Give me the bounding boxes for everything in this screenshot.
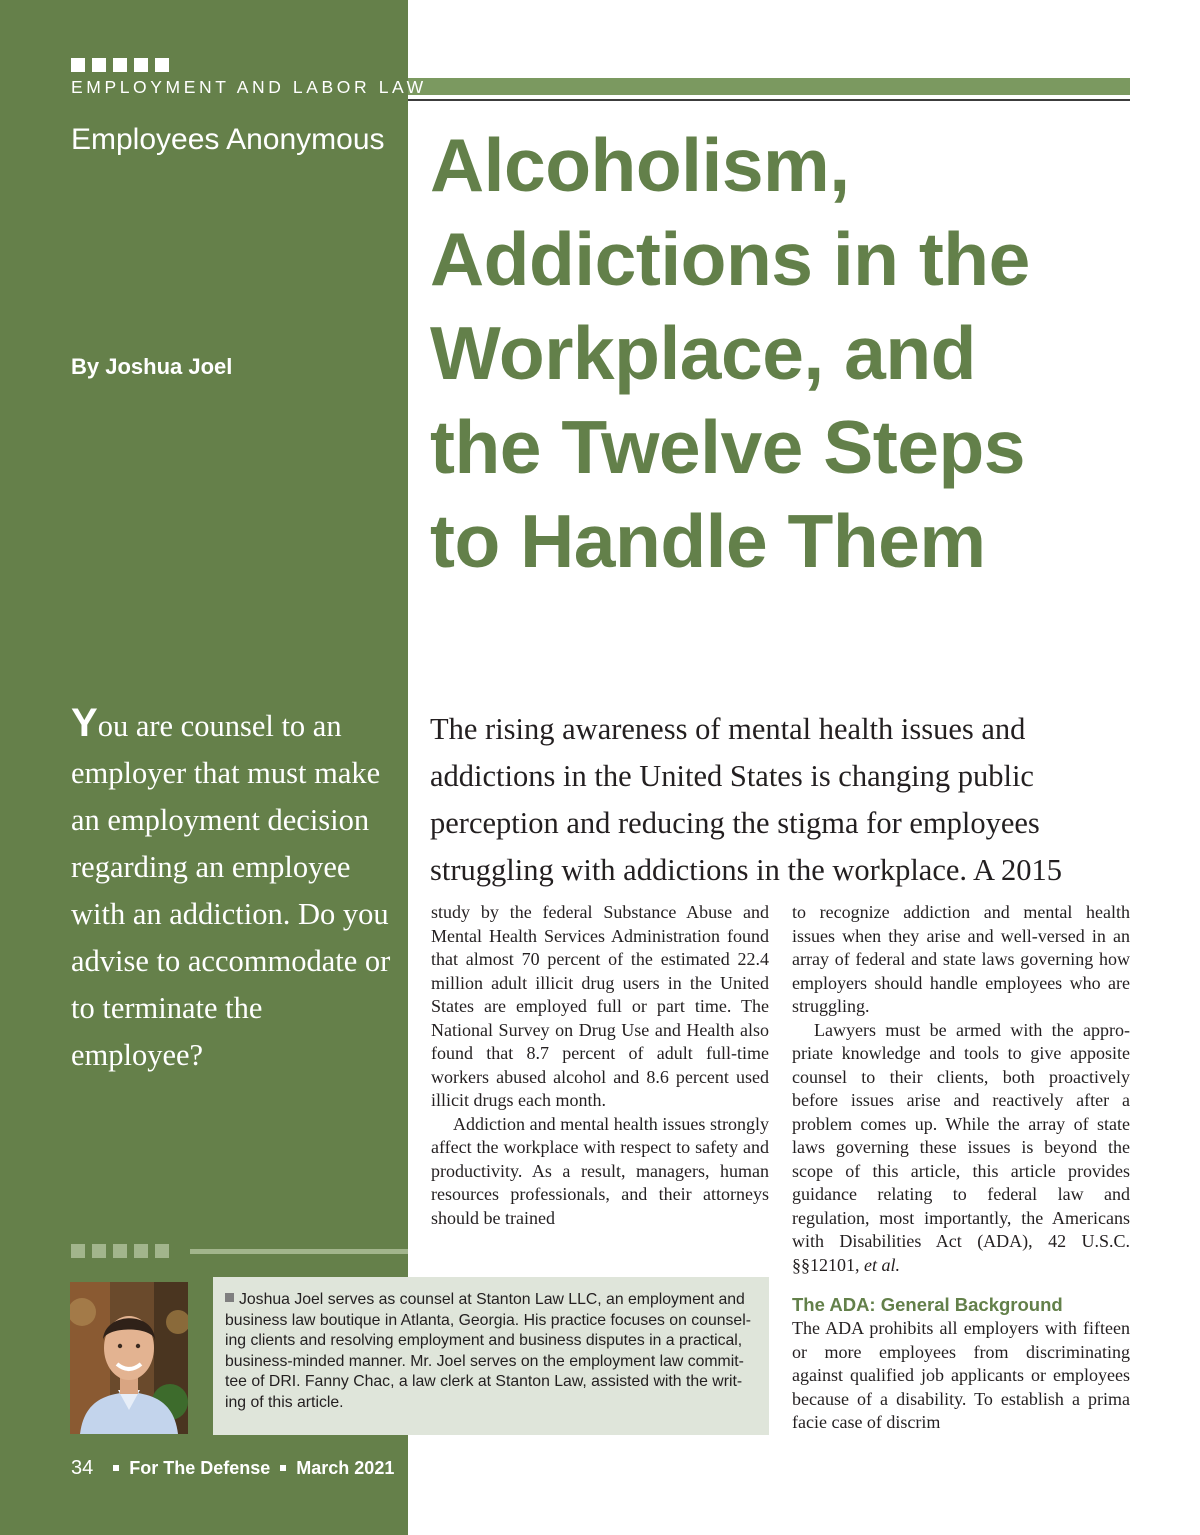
separator-icon (280, 1465, 286, 1471)
body-paragraph: study by the federal Substance Abuse and Mental Health Services Administration found that almost 70 percent of the estimated 22.4 million adult illicit drug users in the United States are employed full or part time. The National Survey on Drug Use and Health also found that 8.7 percent of adult full-time workers abused alcohol and 8.6 percent used illicit drugs each month. (431, 902, 769, 1110)
section-label: EMPLOYMENT AND LABOR LAW (71, 77, 427, 97)
section-band (408, 78, 1130, 95)
author-bio-box (213, 1277, 769, 1435)
decorative-squares-bottom (71, 1244, 169, 1258)
intro-line: The rising awareness of mental health issues and (430, 712, 1026, 746)
body-paragraph: to recognize addiction and mental health issues when they arise and well-versed in an array of federal and state laws governing how employers should handle employees who are struggling. (792, 902, 1130, 1016)
separator-icon (113, 1465, 119, 1471)
intro-line: struggling with addictions in the workplace. A 2015 (430, 853, 1062, 887)
section-heading: The ADA: General Background (792, 1294, 1063, 1315)
intro-line: addictions in the United States is changing public (430, 759, 1034, 793)
header-rule (408, 99, 1130, 101)
title-line: Alcoholism, (430, 123, 850, 207)
article-title (430, 118, 1150, 588)
bio-rule (190, 1249, 408, 1254)
column-name: Employees Anonymous (71, 123, 385, 156)
pull-quote-initial: Y (71, 701, 98, 745)
decorative-squares-top (71, 58, 169, 72)
pull-quote-text: ou are counsel to an employer that must make an employment decision regarding an employee with an addiction. Do you advise to accommodate or to terminate the employee? (71, 709, 391, 1072)
body-column-left (431, 901, 769, 1230)
body-italic: et al. (864, 1254, 900, 1275)
author-bio-text: Joshua Joel serves as counsel at Stanton Law LLC, an employment and business law boutique in Atlanta, Georgia. His practice focuses on counseling clients and resolving employment and business disputes in a practical, business-minded manner. Mr. Joel serves on the employment law committee of DRI. Fanny Chac, a law clerk at Stanton Law, assisted with the writing of this article. (225, 1291, 751, 1411)
body-text: Lawyers must be armed with the appropriate knowledge and tools to give apposite counsel to their clients, both proactively before issues arise and reactively after a problem comes up. While the array of state laws governing these issues is beyond the scope of this article, this article provides guidance relating to federal law and regulation, most importantly, the Americans with Disabilities Act (ADA), 42 U.S.C. §§12101, (792, 1019, 1130, 1275)
body-column-right (792, 901, 1130, 1435)
body-paragraph: The ADA prohibits all employers with fifteen or more employees from discriminating against qualified job applicants or employees because of a disability. To establish a prima facie case of discrim (792, 1318, 1130, 1432)
intro-paragraph (430, 706, 1150, 894)
body-paragraph: Addiction and mental health issues strongly affect the workplace with respect to safety and productivity. As a result, managers, human resources professionals, and their attorneys should be trained (431, 1113, 769, 1228)
intro-line: perception and reducing the stigma for employees (430, 806, 1040, 840)
author-bio (225, 1290, 751, 1414)
bullet-icon (225, 1293, 234, 1302)
title-line: Workplace, and (430, 311, 976, 395)
author-photo (70, 1282, 188, 1434)
byline: By Joshua Joel (71, 354, 233, 379)
page-footer (71, 1457, 394, 1479)
body-paragraph (792, 1019, 1130, 1278)
title-line: the Twelve Steps (430, 405, 1025, 489)
pull-quote (71, 700, 401, 1079)
issue-date: March 2021 (296, 1458, 395, 1478)
title-line: Addictions in the (430, 217, 1030, 301)
title-line: to Handle Them (430, 499, 986, 583)
page-number: 34 (71, 1457, 94, 1479)
publication-name: For The Defense (129, 1458, 271, 1478)
